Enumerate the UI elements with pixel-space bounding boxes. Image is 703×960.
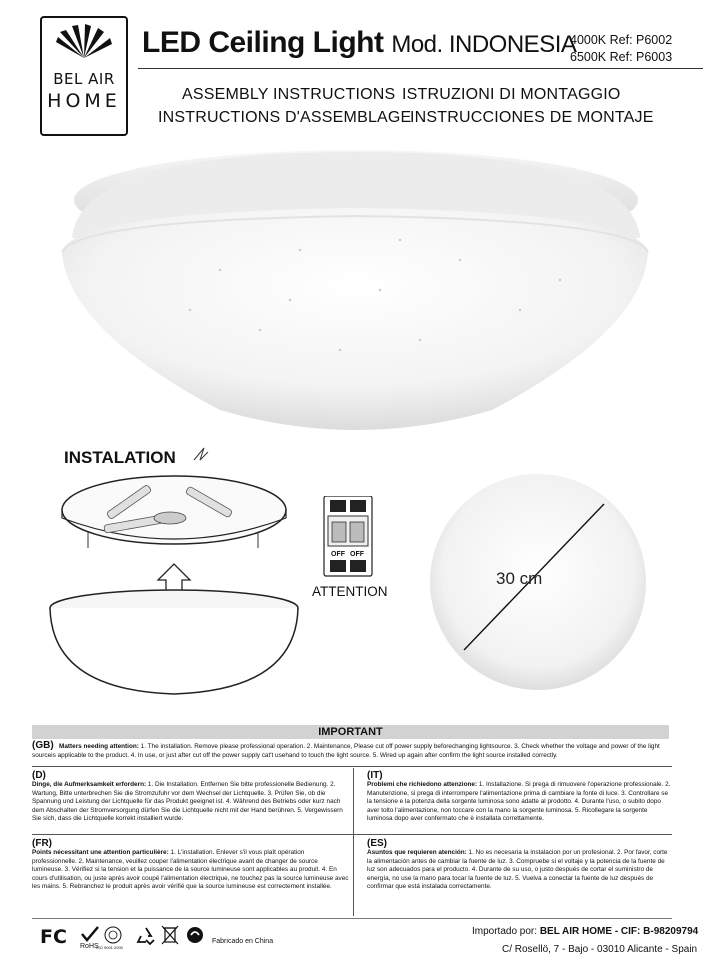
- importer-line: Importado por: BEL AIR HOME - CIF: B-98209794: [472, 926, 699, 937]
- section-it: [367, 770, 672, 824]
- de-code: (D): [32, 770, 46, 781]
- product-image: [40, 140, 680, 450]
- it-lead: Problemi che richiedono attenzione:: [367, 781, 478, 788]
- brand-line-1: BEL AIR: [53, 70, 115, 88]
- brand-logo: [40, 16, 128, 136]
- ref-4000k: 4000K Ref: P6002: [570, 33, 673, 47]
- check-mark-icon: [80, 926, 100, 942]
- footer-divider: [32, 918, 672, 919]
- instructions-fr: INSTRUCTIONS D'ASSEMBLAGE: [158, 109, 412, 126]
- fr-code: (FR): [32, 838, 52, 849]
- fr-text: 1. L'installation. Enlever s'il vous plaît opération professionnelle. 2. Maintenance, veuillez couper l'alimentation électrique avant de changer de source lumineuse. 3. Vérifiez si la tension et la puissance de la source lumineuse sont applicables au produit. 4. En cours d'utilisation, ou juste après avoir coupé l'alimentation électrique, ne touchez pas la source lumineuse avec les mains. 5. Rebranchez le produit après avoir vérifié que la source lumineuse est correctement installée.: [32, 849, 349, 891]
- recycle-icon: [136, 926, 156, 946]
- iso-seal-icon: [104, 926, 122, 944]
- header-divider: [138, 68, 703, 69]
- instructions-es: INSTRUCCIONES DE MONTAJE: [410, 109, 654, 126]
- attention-label: ATTENTION: [312, 584, 388, 599]
- rohs-label: RoHS: [80, 943, 99, 950]
- divider-mid: [32, 834, 672, 835]
- product-title: LED Ceiling Light Mod. INDONESIA: [142, 26, 577, 59]
- diameter-label: 30 cm: [496, 569, 543, 588]
- section-de: [32, 770, 350, 824]
- installation-title: INSTALATION: [64, 448, 176, 467]
- weee-bin-icon: [160, 924, 180, 946]
- es-text: 1. No es necesaria la instalacion por un profesional. 2. Por favor, corte la alimentación antes de cambiar la fuente de luz. 3. Compruebe si el voltaje y la potencia de la fuente de luz son adecuados para el producto. 4. Durante de su uso, o justo después de cortar el suministro de energía, no use la mano para tocar la fuente de luz. 5. Vuelva a conectar la fuente de luz después de confirmar que está instalada correctamente.: [367, 849, 668, 891]
- de-lead: Dinge, die Aufmerksamkeit erfordern:: [32, 781, 147, 788]
- important-header: IMPORTANT: [32, 725, 669, 739]
- fc-mark-icon: FC: [40, 926, 67, 948]
- gb-code: (GB): [32, 740, 54, 751]
- instructions-it: ISTRUZIONI DI MONTAGGIO: [402, 86, 621, 103]
- de-text: 1. Die Installation. Entfernen Sie bitte professionelle Bedienung. 2. Wartung, Bitte unterbrechen Sie die Stromzufuhr vor dem Wechsel der Lichtquelle. 3. Prüfen Sie, ob die Spannung und Leistung der Lichtquelle für das Produkt geeignet ist. 4. Während des Betriebs oder kurz nach dem Abschalten der Stromversorgung dürfen Sie die Lichtquelle nicht mit der Hand berühren. 5. Vergewissern Sie sich, dass die Lichtquelle korrekt installiert wurde.: [32, 781, 343, 823]
- section-es: [367, 838, 672, 892]
- address-line: C/ Rosellö, 7 - Bajo - 03010 Alicante - Spain: [502, 944, 698, 955]
- divider-gb: [32, 766, 672, 767]
- gb-lead: Matters needing attention:: [59, 743, 139, 750]
- fr-lead: Points nécessitant une attention particulière:: [32, 849, 169, 856]
- ref-6500k: 6500K Ref: P6003: [570, 50, 673, 64]
- installation-diagram: [44, 440, 304, 700]
- green-dot-icon: [186, 926, 204, 944]
- breaker-switch-icon: [320, 496, 380, 580]
- diameter-diagram: [424, 470, 652, 698]
- it-text: 1. Installazione. Si prega di rimuovere l'operazione professionale. 2. Manutenzione, si prega di interrompere l'alimentazione prima di cambiare la fonte di luce. 3. Controllare se la tensione e la potenza della sorgente luminosa sono adatte al prodotto. 4. Durante l'uso, o subito dopo aver tolto l'alimentazione, non toccare con la mano la sorgente luminosa. 5. Ricollegare la sorgente luminosa dopo aver confermato che è installata correttamente.: [367, 781, 671, 823]
- gb-text: 1. The installation. Remove please professional operation. 2. Maintenance, Please cut off power supply beforechanging lightsource. 3. Check whether the voltage and power of the light sourceis applicable to the product. 4. In use, or just after cut off the power supply cat't usehand to touch the light source. 5. Wired up again after confirm the light source installed correctly.: [32, 743, 660, 759]
- section-gb: [32, 742, 672, 760]
- made-in-label: Fabricado en China: [212, 938, 274, 945]
- es-code: (ES): [367, 838, 387, 849]
- iso-label: ISO 9001:2000: [96, 945, 123, 950]
- column-divider: [353, 768, 354, 916]
- sun-rays-icon: [54, 24, 114, 60]
- instructions-gb: ASSEMBLY INSTRUCTIONS: [182, 86, 396, 103]
- brand-line-2: HOME: [47, 90, 121, 112]
- switch-off-label-2: OFF: [350, 551, 364, 558]
- section-fr: [32, 838, 350, 892]
- es-lead: Asuntos que requieren atención:: [367, 849, 467, 856]
- it-code: (IT): [367, 770, 383, 781]
- switch-off-label-1: OFF: [331, 551, 345, 558]
- model-name: Mod. INDONESIA: [391, 31, 577, 58]
